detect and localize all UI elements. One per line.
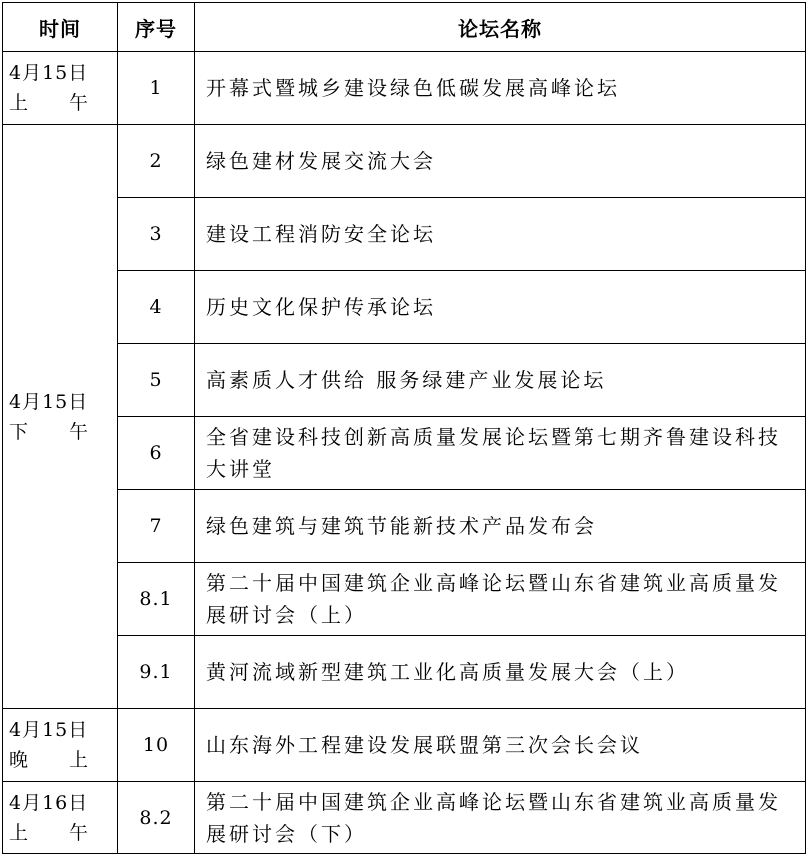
- forum-name: 建设工程消防安全论坛: [195, 198, 806, 271]
- header-number: 序号: [118, 3, 195, 52]
- forum-table: [2, 2, 806, 854]
- header-row: [3, 3, 806, 52]
- forum-schedule: [2, 2, 805, 854]
- time-cell: [3, 125, 118, 709]
- row-number: 5: [118, 344, 195, 417]
- row-number: 10: [118, 709, 195, 782]
- table-row: [3, 709, 806, 782]
- table-row: [3, 417, 806, 490]
- time-period: 下 午: [9, 420, 90, 443]
- table-row: [3, 344, 806, 417]
- forum-name: 第二十届中国建筑企业高峰论坛暨山东省建筑业高质量发展研讨会（下）: [195, 782, 806, 854]
- row-number: 1: [118, 52, 195, 125]
- time-cell: [3, 52, 118, 125]
- time-cell: [3, 709, 118, 782]
- table-row: [3, 52, 806, 125]
- table-row: [3, 490, 806, 563]
- forum-name: 历史文化保护传承论坛: [195, 271, 806, 344]
- table-row: [3, 271, 806, 344]
- row-number: 6: [118, 417, 195, 490]
- forum-name: 开幕式暨城乡建设绿色低碳发展高峰论坛: [195, 52, 806, 125]
- time-date: 4月15日: [9, 719, 89, 741]
- forum-name: 绿色建材发展交流大会: [195, 125, 806, 198]
- row-number: 8.2: [118, 782, 195, 854]
- row-number: 7: [118, 490, 195, 563]
- forum-name: 第二十届中国建筑企业高峰论坛暨山东省建筑业高质量发展研讨会（上）: [195, 563, 806, 636]
- row-number: 9.1: [118, 636, 195, 709]
- table-row: [3, 782, 806, 854]
- forum-name: 全省建设科技创新高质量发展论坛暨第七期齐鲁建设科技大讲堂: [195, 417, 806, 490]
- time-period: 上 午: [9, 821, 90, 844]
- forum-name: 高素质人才供给 服务绿建产业发展论坛: [195, 344, 806, 417]
- time-date: 4月15日: [9, 62, 89, 84]
- header-forum-name: 论坛名称: [195, 3, 806, 52]
- table-row: [3, 125, 806, 198]
- table-row: [3, 198, 806, 271]
- table-row: [3, 636, 806, 709]
- time-date: 4月16日: [9, 791, 89, 814]
- time-cell: [3, 782, 118, 854]
- time-period: 晚 上: [9, 749, 90, 771]
- table-row: [3, 563, 806, 636]
- time-period: 上 午: [9, 92, 90, 114]
- row-number: 4: [118, 271, 195, 344]
- row-number: 8.1: [118, 563, 195, 636]
- forum-name: 黄河流域新型建筑工业化高质量发展大会（上）: [195, 636, 806, 709]
- header-time: 时间: [3, 3, 118, 52]
- forum-name: 绿色建筑与建筑节能新技术产品发布会: [195, 490, 806, 563]
- time-date: 4月15日: [9, 390, 89, 413]
- row-number: 3: [118, 198, 195, 271]
- forum-name: 山东海外工程建设发展联盟第三次会长会议: [195, 709, 806, 782]
- row-number: 2: [118, 125, 195, 198]
